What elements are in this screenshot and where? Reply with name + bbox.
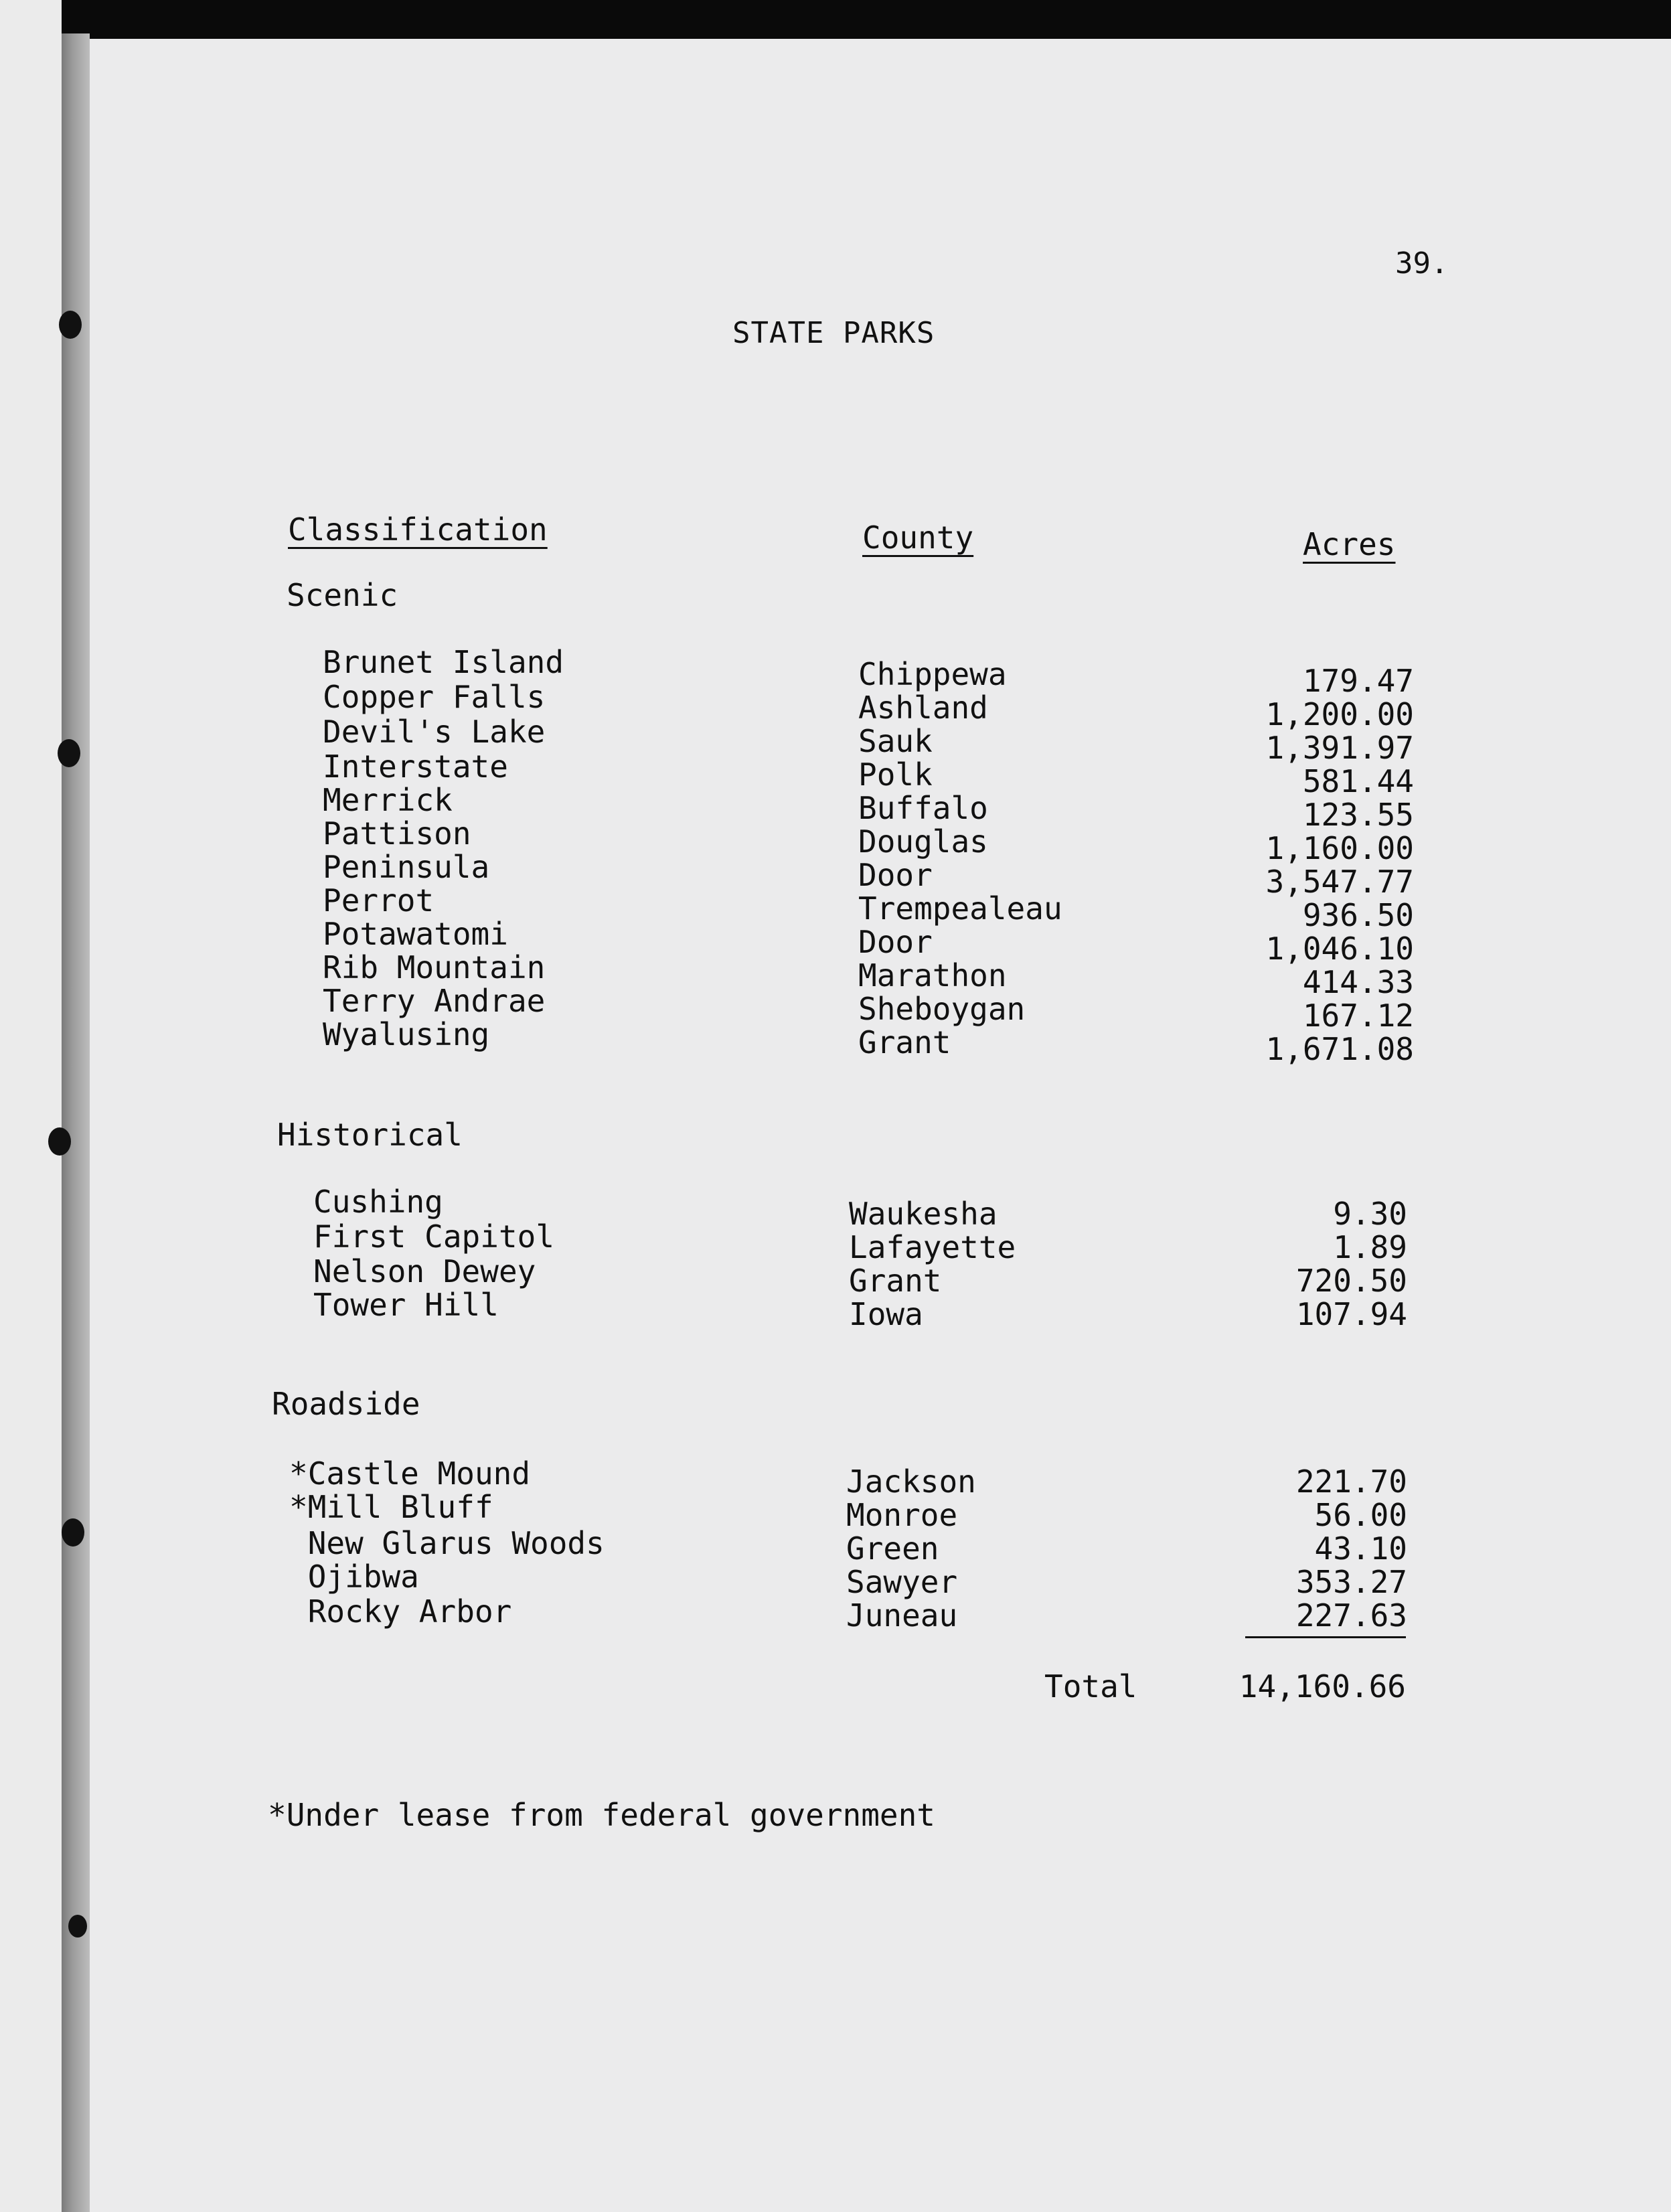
park-county: Grant [858, 1024, 951, 1060]
park-county: Trempealeau [858, 890, 1062, 927]
column-header-acres: Acres [1303, 526, 1396, 562]
park-acres: 1,160.00 [1265, 830, 1414, 866]
park-name: New Glarus Woods [289, 1525, 605, 1561]
park-acres: 1,391.97 [1265, 730, 1414, 766]
park-county: Sawyer [846, 1564, 958, 1600]
column-header-classification: Classification [288, 511, 548, 548]
park-acres: 227.63 [1295, 1597, 1407, 1634]
binder-hole-1 [59, 311, 82, 339]
park-county: Polk [858, 757, 933, 793]
binder-hole-3 [48, 1127, 71, 1156]
park-name: Rocky Arbor [289, 1593, 512, 1630]
park-acres: 167.12 [1302, 998, 1414, 1034]
park-name: Peninsula [323, 849, 490, 885]
park-name: Ojibwa [289, 1559, 419, 1595]
park-acres: 1,671.08 [1265, 1031, 1414, 1067]
park-county: Ashland [858, 690, 988, 726]
park-acres: 56.00 [1314, 1497, 1407, 1533]
park-name: Merrick [323, 782, 453, 818]
binder-hole-4 [62, 1518, 84, 1547]
park-acres: 179.47 [1302, 663, 1414, 699]
park-name: Tower Hill [313, 1287, 499, 1323]
total-underline [1245, 1636, 1406, 1638]
park-county: Marathon [858, 957, 1007, 994]
park-acres: 221.70 [1295, 1464, 1407, 1500]
section-title-scenic: Scenic [287, 577, 398, 613]
park-county: Douglas [858, 823, 988, 860]
park-name: *Castle Mound [289, 1455, 531, 1492]
park-county: Buffalo [858, 790, 988, 826]
park-acres: 107.94 [1295, 1296, 1407, 1332]
park-acres: 936.50 [1302, 897, 1414, 933]
park-name: Devil's Lake [323, 714, 546, 750]
park-county: Jackson [846, 1464, 976, 1500]
section-title-historical: Historical [277, 1117, 463, 1153]
park-county: Grant [849, 1263, 942, 1299]
page-number: 39. [1395, 246, 1449, 281]
park-county: Chippewa [858, 656, 1007, 692]
park-name: Perrot [323, 882, 434, 919]
park-county: Sauk [858, 723, 933, 759]
park-name: Rib Mountain [323, 949, 546, 985]
park-acres: 9.30 [1333, 1196, 1407, 1232]
park-name: Interstate [323, 748, 508, 785]
binder-hole-5 [68, 1915, 87, 1938]
park-acres: 3,547.77 [1265, 864, 1414, 900]
park-acres: 1,200.00 [1265, 696, 1414, 732]
park-name: Terry Andrae [323, 983, 546, 1019]
park-acres: 1.89 [1333, 1229, 1407, 1265]
park-acres: 353.27 [1295, 1564, 1407, 1600]
scan-left-margin [0, 0, 62, 2212]
page-fold-shadow [62, 33, 90, 2212]
park-acres: 123.55 [1302, 797, 1414, 833]
park-county: Green [846, 1530, 939, 1567]
park-name: Nelson Dewey [313, 1253, 536, 1289]
park-acres: 581.44 [1302, 763, 1414, 799]
total-value: 14,160.66 [1239, 1668, 1406, 1705]
park-county: Door [858, 924, 933, 960]
park-acres: 720.50 [1295, 1263, 1407, 1299]
park-county: Waukesha [849, 1196, 998, 1232]
park-acres: 1,046.10 [1265, 931, 1414, 967]
park-name: *Mill Bluff [289, 1489, 493, 1525]
park-county: Lafayette [849, 1229, 1016, 1265]
section-title-roadside: Roadside [272, 1386, 420, 1422]
park-county: Door [858, 857, 933, 893]
park-name: First Capitol [313, 1218, 555, 1255]
park-county: Sheboygan [858, 991, 1026, 1027]
park-county: Iowa [849, 1296, 923, 1332]
park-name: Pattison [323, 815, 471, 852]
binder-hole-2 [58, 739, 80, 767]
park-acres: 43.10 [1314, 1530, 1407, 1567]
park-name: Copper Falls [323, 679, 546, 715]
park-county: Juneau [846, 1597, 958, 1634]
park-county: Monroe [846, 1497, 958, 1533]
park-name: Wyalusing [323, 1016, 490, 1052]
park-acres: 414.33 [1302, 964, 1414, 1000]
park-name: Brunet Island [323, 644, 564, 680]
page-title: STATE PARKS [732, 316, 935, 350]
column-header-county: County [862, 520, 974, 556]
park-name: Potawatomi [323, 916, 508, 952]
park-name: Cushing [313, 1184, 443, 1220]
footnote: *Under lease from federal government [268, 1797, 935, 1833]
total-label: Total [1044, 1668, 1137, 1705]
